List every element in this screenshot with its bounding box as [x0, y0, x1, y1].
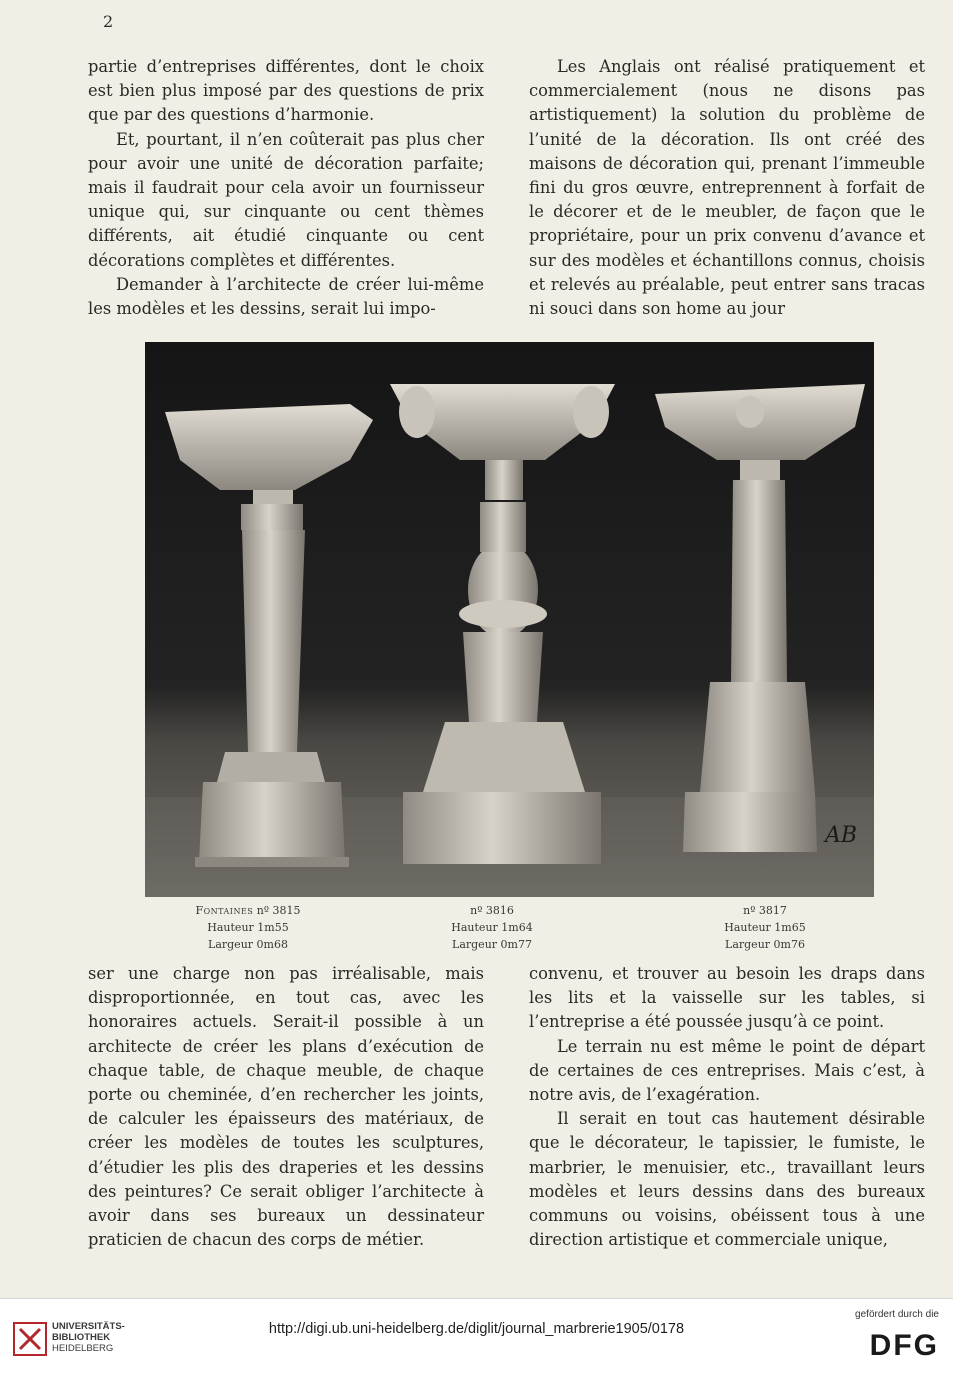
paragraph: Demander à l’architecte de créer lui-même les modèles et les dessins, serait lui impo- — [88, 274, 484, 319]
library-name-line: BIBLIOTHEK — [52, 1332, 111, 1343]
caption-height: Hauteur 1m55 — [207, 921, 289, 934]
caption-3817 — [700, 902, 830, 953]
caption-3816 — [427, 902, 557, 953]
caption-label: Fontaines — [195, 904, 254, 917]
caption-number: nº 3817 — [743, 904, 787, 917]
permalink-url[interactable]: http://digi.ub.uni-heidelberg.de/diglit/journal_marbrerie1905/0178 — [268, 1321, 685, 1337]
library-name-line: UNIVERSITÄTS- — [52, 1321, 125, 1332]
column-bottom-right — [529, 962, 925, 1252]
paragraph: ser une charge non pas irréalisable, mais disproportionnée, en tout cas, avec les honoraires actuels. Serait-il possible à un architecte de créer les plans d’exécution de chaque table, de chaque meuble, de chaque porte ou cheminée, d’en rechercher les joints, de calculer les épaisseurs des matériaux, de créer les modèles de toutes les sculptures, d’étudier les plis des draperies et les dessins des peintures? Ce serait obliger l’architecte à avoir dans ses bureaux un dessinateur praticien de chacun des corps de métier. — [88, 964, 484, 1250]
paragraph: convenu, et trouver au besoin les draps dans les lits et la vaisselle sur les tables, si l’entreprise a été poussée jusqu’à ce point. — [529, 964, 925, 1032]
digitization-footer — [0, 1298, 953, 1374]
caption-height: Hauteur 1m64 — [451, 921, 533, 934]
caption-width: Largeur 0m68 — [208, 938, 288, 951]
paragraph: Il serait en tout cas hautement désirable que le décorateur, le tapissier, le fumiste, le marbrier, le menuisier, etc., travaillant leurs modèles et leurs dessins dans des bureaux communs ou voisins, obéissent tous à une direction artistique et commerciale unique, — [529, 1109, 925, 1250]
caption-height: Hauteur 1m65 — [724, 921, 806, 934]
column-top-left — [88, 55, 484, 321]
fountain-3816 — [390, 384, 615, 864]
dfg-logo: DFG — [869, 1329, 939, 1362]
caption-3815 — [183, 902, 313, 953]
engraver-signature: AB — [825, 823, 858, 848]
paragraph: Le terrain nu est même le point de départ de certaines de ces entreprises. Mais c’est, à notre avis, de l’exagération. — [529, 1036, 925, 1105]
funder-label: gefördert durch die — [855, 1309, 939, 1320]
fountain-3817 — [655, 384, 865, 852]
caption-width: Largeur 0m77 — [452, 938, 532, 951]
fountains-photograph — [145, 342, 874, 897]
paragraph: partie d’entreprises différentes, dont le choix est bien plus imposé par des questions de prix que par des questions d’harmonie. — [88, 57, 484, 125]
page-number: 2 — [103, 12, 114, 31]
paragraph: Et, pourtant, il n’en coûterait pas plus cher pour avoir une unité de décoration parfaite; mais il faudrait pour cela avoir un fournisseur unique qui, sur cinquante ou cent thèmes différents, ait étudié cinquante ou cent décorations complètes et différentes. — [88, 129, 484, 270]
caption-number: nº 3815 — [256, 904, 301, 917]
column-bottom-left — [88, 962, 484, 1252]
paragraph: Les Anglais ont réalisé pratiquement et commercialement (nous ne disons pas artistiquement) la solution du problème de l’unité de la décoration. Ils ont créé des maisons de décoration qui, prenant l’immeuble fini du gros œuvre, entreprennent à forfait de le décorer et de le meubler, de façon que le propriétaire, pour un prix convenu d’avance et sur des modèles et échantillons connus, choisis et relevés au préalable, peut entrer sans tracas ni souci dans son home au jour — [529, 57, 925, 319]
library-name-line: HEIDELBERG — [52, 1343, 114, 1354]
column-top-right — [529, 55, 925, 321]
caption-width: Largeur 0m76 — [725, 938, 805, 951]
fountains-illustration — [145, 342, 874, 897]
caption-number: nº 3816 — [470, 904, 514, 917]
figure-captions — [145, 902, 874, 958]
